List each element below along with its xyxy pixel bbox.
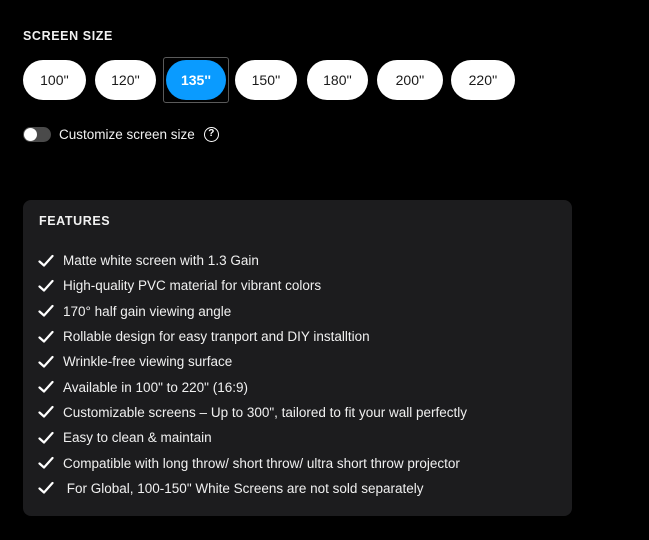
check-icon: [38, 355, 54, 369]
feature-text: High-quality PVC material for vibrant colors: [63, 278, 322, 294]
feature-item: [38, 324, 467, 349]
feature-text: 170° half gain viewing angle: [63, 303, 232, 319]
size-option-180[interactable]: 180'': [307, 60, 368, 100]
feature-item: [38, 476, 467, 501]
size-option-120[interactable]: 120'': [95, 60, 156, 100]
check-icon: [38, 380, 54, 394]
feature-text: Available in 100" to 220" (16:9): [63, 379, 248, 395]
size-option-100[interactable]: 100'': [23, 60, 86, 100]
features-heading: FEATURES: [39, 214, 111, 228]
size-option-220[interactable]: 220'': [451, 60, 515, 100]
feature-item: [38, 425, 467, 450]
check-icon: [38, 481, 54, 495]
check-icon: [38, 279, 54, 293]
check-icon: [38, 304, 54, 318]
feature-text: Easy to clean & maintain: [63, 430, 212, 446]
customize-toggle[interactable]: [23, 127, 51, 142]
check-icon: [38, 405, 54, 419]
feature-text: For Global, 100-150" White Screens are not sold separately: [63, 480, 424, 496]
features-card: [23, 200, 572, 516]
toggle-knob: [24, 128, 37, 141]
feature-text: Matte white screen with 1.3 Gain: [63, 253, 259, 269]
question-circle-icon[interactable]: ?: [204, 127, 219, 142]
customize-row: [23, 124, 219, 144]
size-option-150[interactable]: 150'': [235, 60, 297, 100]
feature-item: [38, 299, 467, 324]
feature-text: Compatible with long throw/ short throw/ ultra short throw projector: [63, 455, 460, 471]
feature-item: [38, 248, 467, 273]
feature-item: [38, 273, 467, 298]
feature-item: [38, 374, 467, 399]
size-option-135[interactable]: 135'': [166, 60, 226, 100]
feature-item: [38, 349, 467, 374]
features-list: [38, 248, 467, 501]
feature-text: Rollable design for easy tranport and DIY installtion: [63, 329, 370, 345]
check-icon: [38, 456, 54, 470]
check-icon: [38, 431, 54, 445]
check-icon: [38, 330, 54, 344]
customize-label: Customize screen size: [59, 126, 195, 142]
size-option-200[interactable]: 200'': [377, 60, 443, 100]
feature-item: [38, 400, 467, 425]
feature-text: Customizable screens – Up to 300", tailored to fit your wall perfectly: [63, 404, 467, 420]
feature-item: [38, 450, 467, 475]
feature-text: Wrinkle-free viewing surface: [63, 354, 233, 370]
screen-size-heading: SCREEN SIZE: [23, 29, 113, 43]
check-icon: [38, 254, 54, 268]
